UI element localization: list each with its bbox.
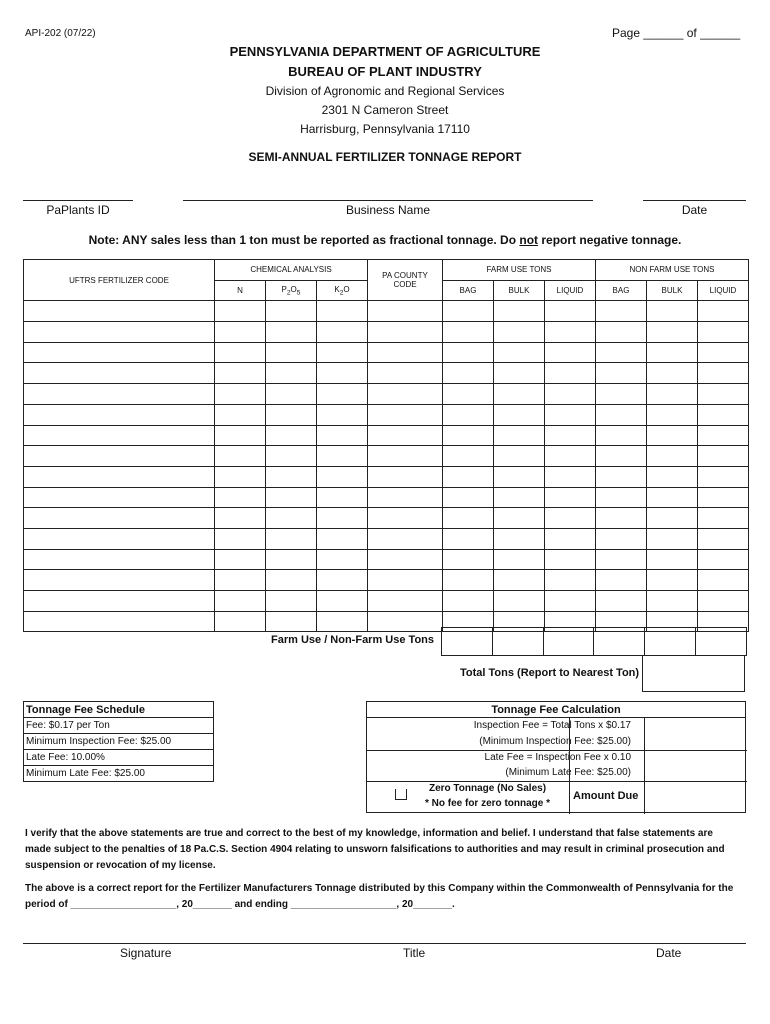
inspection-fee-formula: Inspection Fee = Total Tons x $0.17	[473, 720, 631, 731]
table-cell[interactable]	[647, 404, 698, 425]
table-cell[interactable]	[596, 363, 647, 384]
table-cell[interactable]	[24, 528, 215, 549]
fee-schedule-title: Tonnage Fee Schedule	[24, 702, 214, 718]
bureau-title: BUREAU OF PLANT INDUSTRY	[288, 64, 482, 79]
table-cell[interactable]	[266, 363, 317, 384]
total-tons-cell[interactable]	[643, 655, 745, 692]
table-cell[interactable]	[215, 549, 266, 570]
late-fee-min: (Minimum Late Fee: $25.00)	[505, 767, 631, 778]
late-fee: Late Fee: 10.00%	[24, 750, 214, 766]
table-cell[interactable]	[368, 591, 443, 612]
table-cell[interactable]	[266, 384, 317, 405]
table-cell[interactable]	[215, 301, 266, 322]
table-cell[interactable]	[494, 404, 545, 425]
table-cell[interactable]	[24, 549, 215, 570]
table-row	[24, 549, 749, 570]
fee-calculation-box	[366, 701, 746, 813]
table-cell[interactable]	[266, 301, 317, 322]
table-row	[24, 363, 749, 384]
table-cell[interactable]	[698, 404, 749, 425]
table-cell[interactable]	[443, 446, 494, 467]
farm-use-tons-header: FARM USE TONS	[443, 260, 596, 281]
table-cell[interactable]	[647, 425, 698, 446]
table-cell[interactable]	[698, 570, 749, 591]
table-cell[interactable]	[317, 591, 368, 612]
table-cell[interactable]	[647, 487, 698, 508]
table-cell[interactable]	[443, 363, 494, 384]
table-cell[interactable]	[596, 591, 647, 612]
zero-tonnage-checkbox[interactable]	[395, 789, 407, 800]
verification-line-2: made subject to the penalties of 18 Pa.C.S. Section 4904 relating to unsworn falsifications to authorities and may result in criminal prosecution and	[25, 844, 725, 855]
table-cell[interactable]	[698, 301, 749, 322]
table-cell[interactable]	[368, 611, 443, 632]
table-cell[interactable]	[494, 363, 545, 384]
table-cell[interactable]	[494, 487, 545, 508]
division-name: Division of Agronomic and Regional Services	[265, 84, 505, 98]
table-cell[interactable]	[698, 342, 749, 363]
table-cell[interactable]	[215, 591, 266, 612]
n-header: N	[215, 280, 266, 301]
table-cell[interactable]	[545, 384, 596, 405]
table-cell[interactable]	[494, 301, 545, 322]
table-cell[interactable]	[698, 446, 749, 467]
table-cell[interactable]	[443, 528, 494, 549]
inspection-fee-min: (Minimum Inspection Fee: $25.00)	[479, 736, 631, 747]
table-cell[interactable]	[368, 384, 443, 405]
nonfarm-liquid-header: LIQUID	[698, 280, 749, 301]
table-cell[interactable]	[368, 528, 443, 549]
table-cell[interactable]	[443, 549, 494, 570]
table-cell[interactable]	[266, 611, 317, 632]
period-statement: The above is a correct report for the Fertilizer Manufacturers Tonnage distributed by this Company within the Commonwealth of Pennsylvania for the	[25, 883, 734, 894]
paplants-id-line[interactable]	[23, 200, 133, 201]
uftrs-code-header: UFTRS FERTILIZER CODE	[24, 260, 215, 301]
table-cell[interactable]	[24, 363, 215, 384]
table-cell[interactable]	[647, 322, 698, 343]
table-cell[interactable]	[215, 508, 266, 529]
table-cell[interactable]	[368, 301, 443, 322]
farm-liquid-header: LIQUID	[545, 280, 596, 301]
table-cell[interactable]	[443, 322, 494, 343]
table-cell[interactable]	[24, 322, 215, 343]
table-cell[interactable]	[215, 466, 266, 487]
nonfarm-bag-header: BAG	[596, 280, 647, 301]
table-cell[interactable]	[647, 528, 698, 549]
table-cell[interactable]	[266, 570, 317, 591]
table-cell[interactable]	[317, 404, 368, 425]
table-row	[24, 342, 749, 363]
table-cell[interactable]	[647, 570, 698, 591]
table-cell[interactable]	[494, 528, 545, 549]
non-farm-use-tons-header: NON FARM USE TONS	[596, 260, 749, 281]
table-cell[interactable]	[368, 342, 443, 363]
table-cell[interactable]	[266, 404, 317, 425]
table-cell[interactable]	[494, 549, 545, 570]
table-row	[24, 446, 749, 467]
tonnage-table	[23, 259, 749, 632]
report-title: SEMI-ANNUAL FERTILIZER TONNAGE REPORT	[248, 150, 522, 164]
table-cell[interactable]	[266, 508, 317, 529]
table-cell[interactable]	[24, 342, 215, 363]
farm-bag-header: BAG	[443, 280, 494, 301]
table-cell[interactable]	[317, 342, 368, 363]
late-fee-cell[interactable]	[645, 751, 746, 781]
table-cell[interactable]	[494, 508, 545, 529]
table-cell[interactable]	[368, 446, 443, 467]
table-row	[24, 404, 749, 425]
business-name-line[interactable]	[183, 200, 593, 201]
table-cell[interactable]	[317, 466, 368, 487]
table-cell[interactable]	[443, 404, 494, 425]
min-late-fee: Minimum Late Fee: $25.00	[24, 766, 214, 782]
table-cell[interactable]	[494, 570, 545, 591]
table-cell[interactable]	[443, 301, 494, 322]
table-cell[interactable]	[545, 301, 596, 322]
table-cell[interactable]	[698, 322, 749, 343]
table-cell[interactable]	[698, 549, 749, 570]
table-cell[interactable]	[494, 342, 545, 363]
total-tons-label: Total Tons (Report to Nearest Ton)	[460, 667, 640, 679]
table-cell[interactable]	[443, 466, 494, 487]
total-nonfarm-liquid-cell[interactable]	[695, 628, 746, 656]
fee-calculation-title: Tonnage Fee Calculation	[367, 702, 745, 718]
table-cell[interactable]	[317, 301, 368, 322]
table-cell[interactable]	[647, 363, 698, 384]
table-cell[interactable]	[317, 487, 368, 508]
total-farm-liquid-cell[interactable]	[543, 628, 594, 656]
table-row	[24, 425, 749, 446]
table-cell[interactable]	[443, 591, 494, 612]
table-cell[interactable]	[545, 591, 596, 612]
table-cell[interactable]	[317, 322, 368, 343]
amount-due-cell[interactable]	[645, 782, 746, 813]
paplants-id-label: PaPlants ID	[46, 203, 110, 217]
chemical-analysis-header: CHEMICAL ANALYSIS	[215, 260, 368, 281]
table-cell[interactable]	[266, 487, 317, 508]
table-cell[interactable]	[215, 487, 266, 508]
table-cell[interactable]	[494, 322, 545, 343]
table-cell[interactable]	[368, 570, 443, 591]
table-cell[interactable]	[545, 570, 596, 591]
table-cell[interactable]	[266, 549, 317, 570]
no-fee-note: * No fee for zero tonnage *	[424, 798, 550, 809]
table-cell[interactable]	[24, 301, 215, 322]
period-fields[interactable]: period of ___________________, 20_______ and ending ___________________, 20_______.	[25, 899, 455, 910]
table-cell[interactable]	[215, 342, 266, 363]
zero-tonnage-label: Zero Tonnage (No Sales)	[428, 783, 547, 794]
fee-rate: Fee: $0.17 per Ton	[24, 718, 214, 734]
table-cell[interactable]	[545, 404, 596, 425]
table-cell[interactable]	[443, 570, 494, 591]
table-cell[interactable]	[545, 487, 596, 508]
inspection-fee-cell[interactable]	[645, 719, 746, 750]
page-of-field[interactable]: Page ______ of ______	[612, 26, 741, 40]
signature-date-label: Date	[656, 946, 682, 960]
table-cell[interactable]	[317, 549, 368, 570]
table-cell[interactable]	[596, 570, 647, 591]
table-cell[interactable]	[215, 425, 266, 446]
total-nonfarm-bag-cell[interactable]	[594, 628, 645, 656]
table-cell[interactable]	[545, 528, 596, 549]
table-cell[interactable]	[647, 301, 698, 322]
business-name-label: Business Name	[345, 203, 431, 217]
table-cell[interactable]	[596, 425, 647, 446]
table-cell[interactable]	[596, 487, 647, 508]
table-row	[24, 591, 749, 612]
table-cell[interactable]	[24, 466, 215, 487]
street-address: 2301 N Cameron Street	[321, 103, 449, 117]
table-cell[interactable]	[24, 611, 215, 632]
table-cell[interactable]	[494, 466, 545, 487]
late-fee-formula: Late Fee = Inspection Fee x 0.10	[484, 752, 631, 763]
verification-line-1: I verify that the above statements are true and correct to the best of my knowledge, information and belief. I understand that false statements are	[25, 828, 713, 839]
table-row	[24, 508, 749, 529]
table-cell[interactable]	[545, 446, 596, 467]
table-cell[interactable]	[317, 425, 368, 446]
table-cell[interactable]	[545, 425, 596, 446]
table-cell[interactable]	[215, 446, 266, 467]
signature-label: Signature	[120, 946, 172, 960]
farm-nonfarm-totals	[441, 627, 747, 656]
total-nonfarm-bulk-cell[interactable]	[645, 628, 696, 656]
pa-county-code-header: PA COUNTY CODE	[368, 260, 443, 301]
farm-nonfarm-tons-label: Farm Use / Non-Farm Use Tons	[271, 634, 434, 646]
table-cell[interactable]	[698, 466, 749, 487]
table-cell[interactable]	[317, 508, 368, 529]
table-cell[interactable]	[647, 384, 698, 405]
min-inspection-fee: Minimum Inspection Fee: $25.00	[24, 734, 214, 750]
table-cell[interactable]	[24, 487, 215, 508]
verification-line-3: suspension or revocation of my license.	[25, 860, 216, 871]
table-cell[interactable]	[368, 322, 443, 343]
table-cell[interactable]	[24, 404, 215, 425]
table-cell[interactable]	[317, 446, 368, 467]
title-label: Title	[403, 946, 426, 960]
table-cell[interactable]	[443, 487, 494, 508]
table-cell[interactable]	[698, 425, 749, 446]
table-cell[interactable]	[368, 363, 443, 384]
table-cell[interactable]	[647, 466, 698, 487]
table-cell[interactable]	[266, 342, 317, 363]
table-cell[interactable]	[24, 508, 215, 529]
table-cell[interactable]	[545, 466, 596, 487]
fee-schedule-table	[23, 701, 214, 782]
table-cell[interactable]	[215, 528, 266, 549]
table-cell[interactable]	[698, 487, 749, 508]
table-cell[interactable]	[368, 425, 443, 446]
table-cell[interactable]	[443, 384, 494, 405]
table-cell[interactable]	[266, 591, 317, 612]
table-cell[interactable]	[443, 508, 494, 529]
table-cell[interactable]	[368, 508, 443, 529]
table-cell[interactable]	[698, 508, 749, 529]
table-cell[interactable]	[596, 384, 647, 405]
table-cell[interactable]	[545, 549, 596, 570]
table-cell[interactable]	[317, 363, 368, 384]
table-cell[interactable]	[698, 591, 749, 612]
table-row	[24, 528, 749, 549]
table-row	[24, 301, 749, 322]
table-cell[interactable]	[647, 342, 698, 363]
date-line[interactable]	[643, 200, 746, 201]
table-row	[24, 384, 749, 405]
nonfarm-bulk-header: BULK	[647, 280, 698, 301]
table-row	[24, 487, 749, 508]
table-cell[interactable]	[698, 384, 749, 405]
total-farm-bulk-cell[interactable]	[492, 628, 543, 656]
table-cell[interactable]	[647, 549, 698, 570]
table-cell[interactable]	[545, 322, 596, 343]
table-cell[interactable]	[317, 570, 368, 591]
table-cell[interactable]	[368, 549, 443, 570]
table-cell[interactable]	[596, 528, 647, 549]
table-cell[interactable]	[596, 549, 647, 570]
table-cell[interactable]	[545, 508, 596, 529]
k2o-header: $K_2O$	[317, 280, 368, 301]
table-cell[interactable]	[24, 570, 215, 591]
table-cell[interactable]	[24, 591, 215, 612]
table-cell[interactable]	[596, 301, 647, 322]
table-cell[interactable]	[596, 508, 647, 529]
table-row	[24, 466, 749, 487]
table-cell[interactable]	[596, 322, 647, 343]
table-cell[interactable]	[368, 466, 443, 487]
table-cell[interactable]	[266, 322, 317, 343]
table-cell[interactable]	[647, 446, 698, 467]
city-address: Harrisburg, Pennsylvania 17110	[300, 122, 470, 136]
p2o5-header: $P_2O_5$	[266, 280, 317, 301]
table-cell[interactable]	[545, 342, 596, 363]
table-cell[interactable]	[266, 425, 317, 446]
signature-line[interactable]	[23, 943, 746, 944]
table-cell[interactable]	[596, 342, 647, 363]
table-cell[interactable]	[494, 591, 545, 612]
table-cell[interactable]	[596, 404, 647, 425]
table-cell[interactable]	[266, 528, 317, 549]
total-farm-bag-cell[interactable]	[442, 628, 493, 656]
table-cell[interactable]	[494, 446, 545, 467]
table-cell[interactable]	[317, 528, 368, 549]
table-cell[interactable]	[698, 363, 749, 384]
table-cell[interactable]	[494, 384, 545, 405]
form-id: API-202 (07/22)	[25, 28, 96, 39]
table-cell[interactable]	[647, 508, 698, 529]
table-cell[interactable]	[317, 384, 368, 405]
table-cell[interactable]	[545, 363, 596, 384]
date-label: Date	[681, 203, 708, 217]
table-cell[interactable]	[494, 425, 545, 446]
table-row	[24, 570, 749, 591]
table-cell[interactable]	[596, 466, 647, 487]
table-cell[interactable]	[368, 404, 443, 425]
table-cell[interactable]	[647, 591, 698, 612]
table-cell[interactable]	[24, 384, 215, 405]
table-cell[interactable]	[698, 528, 749, 549]
table-cell[interactable]	[24, 425, 215, 446]
table-cell[interactable]	[215, 322, 266, 343]
table-cell[interactable]	[215, 404, 266, 425]
table-cell[interactable]	[266, 446, 317, 467]
amount-due-label: Amount Due	[573, 790, 639, 802]
table-cell[interactable]	[24, 446, 215, 467]
table-cell[interactable]	[215, 363, 266, 384]
table-cell[interactable]	[443, 342, 494, 363]
table-cell[interactable]	[317, 611, 368, 632]
table-cell[interactable]	[215, 570, 266, 591]
table-cell[interactable]	[215, 611, 266, 632]
table-cell[interactable]	[215, 384, 266, 405]
department-title: PENNSYLVANIA DEPARTMENT OF AGRICULTURE	[229, 44, 541, 59]
table-cell[interactable]	[368, 487, 443, 508]
table-row	[24, 322, 749, 343]
table-cell[interactable]	[266, 466, 317, 487]
table-cell[interactable]	[596, 446, 647, 467]
note-text: Note: ANY sales less than 1 ton must be reported as fractional tonnage. Do not report negative tonnage.	[88, 233, 682, 247]
table-cell[interactable]	[443, 425, 494, 446]
farm-bulk-header: BULK	[494, 280, 545, 301]
